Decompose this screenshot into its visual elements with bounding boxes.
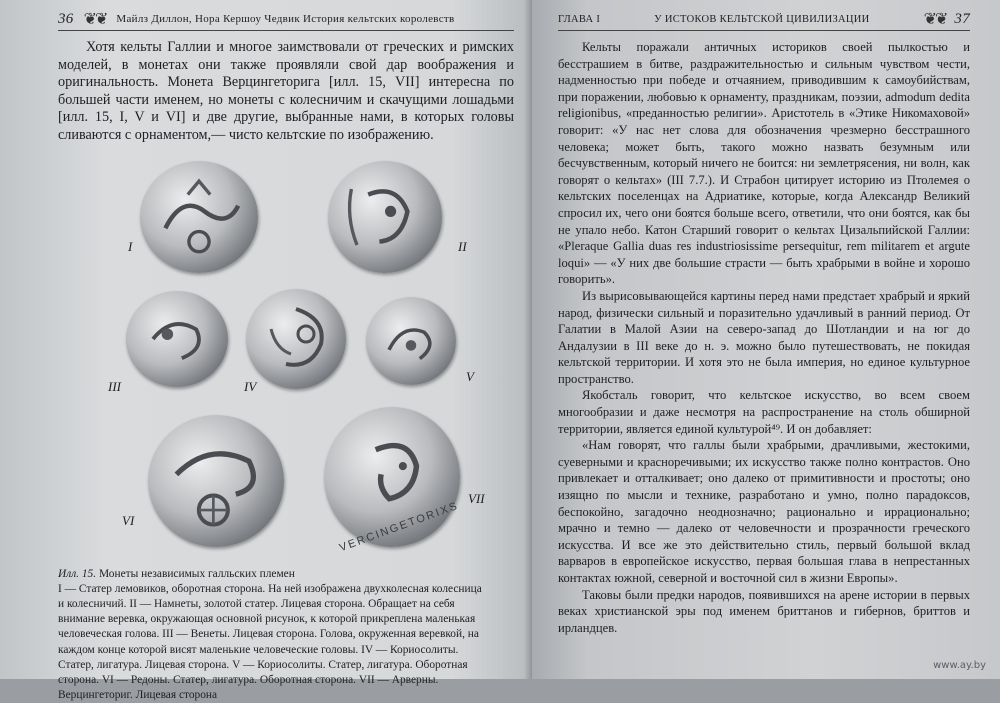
coin-i-image: [140, 161, 258, 273]
right-quote: «Нам говорят, что галлы были храбрыми, драчливыми, жестокими, суеверными и красноречивыми; их искусство также полно контрастов. Оно привлекает и отталкивает; оно далеко от примитивности и простоты; оно изящно по мысли и технике, разработано и умно, полно парадоксов, беспокойно, загадочно неоднозначно; рационально и иррационально; мрачно и темно — далеко от человечности и прозрачности греческого искусства. И все же это действительно стиль, первый большой вклад варваров в европейское искусство, первая большая глава в непрестанных контактах южной, северной и восточной сил в жизни Европы».: [558, 438, 970, 585]
coin-vii-legend: VERCINGETORIXS: [337, 499, 461, 554]
chapter-label: ГЛАВА I: [558, 13, 601, 25]
coin-label-ii: II: [458, 238, 467, 254]
right-body: [558, 39, 970, 636]
left-page-number: 36: [58, 10, 74, 27]
right-paragraph: Якобсталь говорит, что кельтское искусство, во всем своем многообразии и даже несмотря на распространение на столь обширной территории, является единой культурой⁴⁹. И он добавляет:: [558, 388, 970, 436]
coin-plate: [58, 161, 514, 561]
celtic-ornament-icon: ❦❦: [923, 11, 947, 28]
caption-text: I — Статер лемовиков, оборотная сторона. На ней изображена двухколесная колесница и колесничий. II — Намнеты, золотой статер. Лицевая сторона. Обращает на себя внимание веревка, окружающая основной рисунок, к которой прикреплена маленькая человеческая голова. III — Венеты. Лицевая сторона. Голова, окруженная веревкой, на каждом конце которой висят маленькие человеческие головы. IV — Кориосолиты. Статер, лигатура. Лицевая сторона. V — Кориосолиты. Статер, лигатура. Оборотная сторона. VI — Редоны. Статер, лигатура. Оборотная сторона. VII — Арверны. Верцингеториг. Лицевая сторона: [58, 582, 482, 702]
coin-label-iv: IV: [244, 378, 257, 394]
left-running-head: Майлз Диллон, Нора Кершоу Чедвик История кельтских королевств: [116, 13, 455, 25]
left-paragraph: Хотя кельты Галлии и многое заимствовали от греческих и римских моделей, в монетах они также проявляли свой дар воображения и оригинальность. Монета Верцингеторига [илл. 15, VII] интересна по большей части именем, но монеты с колесничим и скачущими лошадьми [илл. 15, I, V и VI] и две другие, выбранные нами, в которых головы сливаются с орнаментом,— чисто кельтские по изображению.: [58, 39, 514, 143]
caption-title: Илл. 15.: [58, 567, 97, 580]
right-paragraph: Таковы были предки народов, появившихся на арене истории в первых веках христианской эры под именем бриттанов и гибернов, бриттов и ирландцев.: [558, 587, 970, 635]
figure-caption: [58, 567, 514, 703]
coin-ii-image: [328, 161, 442, 273]
left-running-header: [58, 8, 514, 31]
right-paragraph: Кельты поражали античных историков своей пылкостью и бесстрашием в битве, раздражительностью и сильным чувством чести, надменностью при победе и отчаянием, приводившим к самоубийствам, при поражении, любовью к орнаменту, праздникам, поэзии, admodum dedita religionibus, «преданностью религии». Аристотель в «Этике Никомаховой» говорит: «У нас нет слова для обозначения чрезмерно бесстрашного человека; может быть, такого можно назвать безумным или бесчувственным, который ничего не боится: ни землетрясения, ни волн, как говорят о кельтах» (III 7.7.). И Страбон цитирует историю из Птолемея о кельтских поселенцах на Адриатике, которые, когда Александр Великий спросил их, чего они боятся больше всего, ответили, что они боятся, как бы не упало небо. Катон Старший говорит о кельтах Цизальпийской Галлии: «Pleraque Gallia duas res industriosissime persequitur, rem militarem et argute loqui» — «У них две большие страсти — быть храбрыми в войне и хорошо говорить».: [558, 40, 970, 287]
right-paragraph: Из вырисовывающейся картины перед нами предстает храбрый и яркий народ, физически сильный и поразительно удачливый в ранний период. От Галатии в Малой Азии на северо-запад до Шотландии и на юг до Андалузии в III веке до н. э. можно было путешествовать, не покидая кельтской территории. И хотя это не была империя, но единое культурное пространство.: [558, 288, 970, 386]
coin-iii-image: [126, 291, 228, 387]
right-page-number: 37: [954, 10, 970, 27]
coin-label-v: V: [466, 368, 474, 384]
right-running-header: [558, 8, 970, 31]
right-header-right: [924, 9, 970, 29]
coin-label-iii: III: [108, 378, 121, 394]
coin-label-vii: VII: [468, 490, 485, 506]
coin-iv-image: [246, 289, 346, 389]
coin-label-i: I: [128, 238, 133, 254]
watermark: www.ay.by: [933, 660, 986, 671]
coin-vii-image: [324, 407, 461, 554]
coin-v-image: [366, 297, 456, 385]
coin-label-vi: VI: [122, 512, 135, 528]
caption-title-rest: Монеты независимых галльских племен: [96, 567, 295, 580]
right-page: [532, 0, 1000, 679]
right-running-head: У ИСТОКОВ КЕЛЬТСКОЙ ЦИВИЛИЗАЦИИ: [654, 13, 870, 25]
celtic-ornament-icon: ❦❦: [83, 11, 107, 28]
coin-vi-image: [148, 415, 284, 547]
